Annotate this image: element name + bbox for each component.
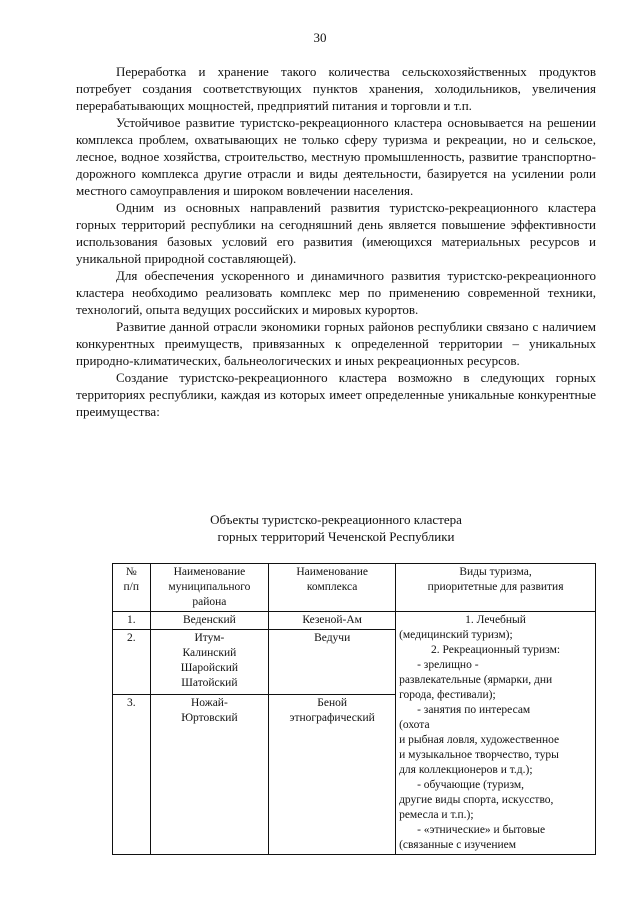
district-line: Шаройский (180, 662, 239, 675)
header-line: Виды туризма, (459, 566, 532, 578)
header-line: комплекса (306, 581, 358, 593)
paragraph: Развитие данной отрасли экономики горных районов республики связано с наличием конкурентных преимуществ, привязанных к определенной территории – уникальных природно-климатических, бальнеологических и иных рекреационных ресурсов. (76, 319, 596, 368)
row-num: 2. (113, 630, 151, 695)
types-line: - зрелищно - (417, 659, 479, 671)
complex-line: этнографический (289, 712, 375, 724)
district-line: Итум- (194, 632, 225, 645)
header-line: района (192, 596, 227, 608)
objects-table (112, 563, 596, 855)
row-district (150, 612, 269, 630)
types-line: развлекательные (ярмарки, дни (399, 674, 553, 686)
header-line: муниципального (168, 581, 251, 593)
row-complex (269, 630, 396, 695)
row-complex (269, 612, 396, 630)
types-line: 1. Лечебный (465, 614, 526, 626)
header-line: Наименование (296, 566, 368, 578)
paragraph: Устойчивое развитие туристско-рекреационного кластера основывается на решении комплекса проблем, охватывающих не только сферу туризма и рекреации, но и сельское, лесное, водное хозяйства, строительство, местную промышленность, развитие транспортно-дорожного комплекса другие отрасли и виды деятельности, базируется на усилении роли местного самоуправления и широком вовлечении населения. (76, 115, 596, 198)
types-line: - занятия по интересам (417, 704, 531, 716)
district-line: Шатойский (181, 677, 238, 690)
types-line: и музыкальное творчество, туры (399, 749, 559, 761)
complex-line: Беной (317, 697, 348, 709)
row-num: 1. (113, 612, 151, 630)
page-number: 30 (313, 30, 327, 45)
types-line: 2. Рекреационный туризм: (431, 644, 561, 656)
types-line: (медицинский туризм); (399, 629, 513, 641)
table-header-row (113, 564, 596, 612)
header-line: приоритетные для развития (427, 581, 564, 593)
types-line: (связанные с изучением (399, 839, 517, 851)
district-line: Ножай- (190, 697, 228, 709)
header-line: п/п (123, 581, 140, 593)
header-complex (269, 564, 396, 612)
table-caption-line: горных территорий Чеченской Республики (217, 529, 455, 544)
district-line: Юртовский (181, 712, 238, 724)
paragraph: Переработка и хранение такого количества сельскохозяйственных продуктов потребует создания соответствующих пунктов хранения, холодильников, увеличения перерабатывающих мощностей, предприятий питания и торговли и т.п. (76, 64, 596, 113)
header-line: № (125, 566, 137, 578)
paragraph: Для обеспечения ускоренного и динамичного развития туристско-рекреационного кластера необходимо реализовать комплекс мер по применению современной техники, технологий, опыта ведущих российских и мировых курортов. (76, 268, 596, 317)
header-num (113, 564, 151, 612)
types-line: (охота (399, 719, 430, 731)
table-caption (76, 511, 596, 545)
header-line: Наименование (173, 566, 246, 578)
types-line: для коллекционеров и т.д.); (399, 764, 533, 776)
header-district (150, 564, 269, 612)
types-line: - «этнические» и бытовые (417, 824, 546, 836)
row-district (150, 695, 269, 855)
row-complex (269, 695, 396, 855)
district-line: Калинский (182, 647, 237, 660)
types-line: ремесла и т.п.); (399, 809, 474, 821)
types-line: другие виды спорта, искусство, (399, 794, 554, 806)
district-line: Веденский (183, 614, 236, 626)
table-caption-line: Объекты туристско-рекреационного кластера (210, 512, 462, 527)
paragraph: Одним из основных направлений развития туристско-рекреационного кластера горных территорий республики на сегодняшний день является повышение эффективности использования базовых условий его развития (имеющихся материальных ресурсов и уникальной природной составляющей). (76, 200, 596, 266)
types-line: и рыбная ловля, художественное (399, 734, 560, 746)
complex-line: Кезеной-Ам (302, 614, 362, 626)
body-text (76, 63, 596, 420)
table-row (113, 612, 596, 630)
types-line: города, фестивали); (399, 689, 496, 701)
row-district (150, 630, 269, 695)
tourism-types-cell (396, 612, 596, 855)
complex-line: Ведучи (314, 632, 351, 645)
paragraph: Создание туристско-рекреационного кластера возможно в следующих горных территориях республики, каждая из которых имеет определенные уникальные конкурентные преимущества: (76, 370, 596, 419)
header-tourism-types (396, 564, 596, 612)
types-line: - обучающие (туризм, (417, 779, 525, 791)
row-num: 3. (113, 695, 151, 855)
